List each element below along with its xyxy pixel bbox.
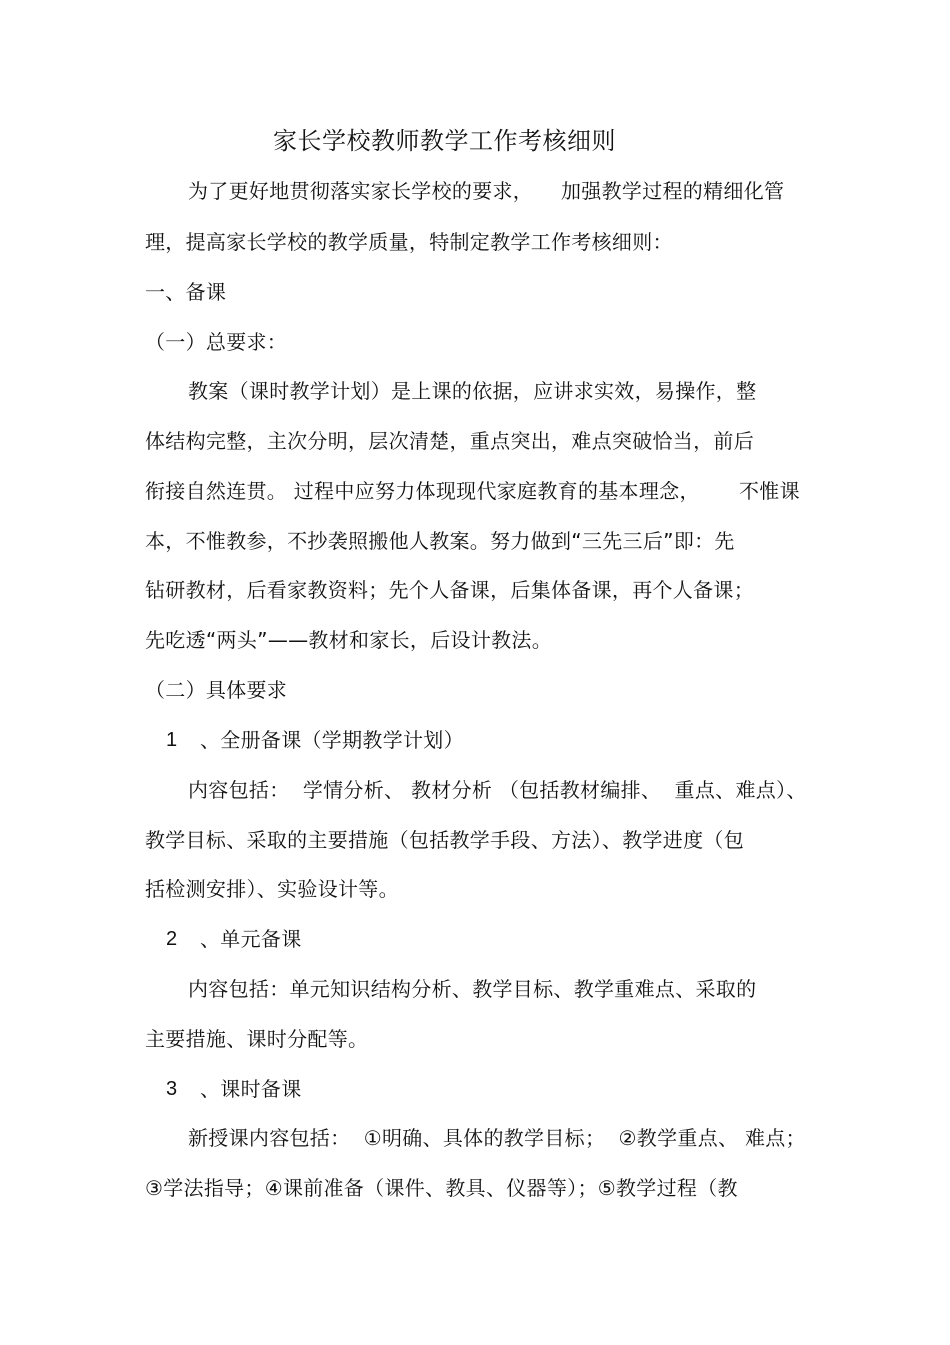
general-paragraph-line-6: 先吃透“两头”——教材和家长，后设计教法。 — [145, 628, 553, 652]
item1-line-1: 内容包括： 学情分析、 教材分析 （包括教材编排、 重点、难点）、 — [188, 778, 807, 802]
item1-line-2: 教学目标、采取的主要措施（包括教学手段、方法）、教学进度（包 — [145, 828, 744, 852]
item-heading-lesson: 、课时备课 — [200, 1077, 302, 1101]
item-number-2: 2 — [166, 928, 178, 950]
general-paragraph-line-1: 教案（课时教学计划）是上课的依据，应讲求实效，易操作，整 — [188, 379, 757, 403]
general-paragraph-line-2: 体结构完整，主次分明，层次清楚，重点突出，难点突破恰当，前后 — [145, 429, 754, 453]
general-paragraph-line-5: 钻研教材，后看家教资料；先个人备课，后集体备课，再个人备课； — [145, 578, 754, 602]
item1-line-3: 括检测安排）、实验设计等。 — [145, 877, 399, 901]
item-number-3: 3 — [166, 1078, 178, 1100]
intro-line-2: 理，提高家长学校的教学质量，特制定教学工作考核细则： — [145, 230, 673, 254]
item-heading-unit: 、单元备课 — [200, 927, 302, 951]
document-title: 家长学校教师教学工作考核细则 — [273, 127, 616, 155]
intro-line-1b: 加强教学过程的精细化管 — [561, 179, 785, 203]
item3-line-1: 新授课内容包括： ①明确、具体的教学目标； ②教学重点、 难点； — [188, 1126, 806, 1150]
item2-line-1: 内容包括：单元知识结构分析、教学目标、教学重难点、采取的 — [188, 977, 757, 1001]
section-heading-preparation: 一、备课 — [145, 280, 227, 304]
general-paragraph-line-3a: 衔接自然连贯。 过程中应努力体现现代家庭教育的基本理念， — [145, 479, 700, 503]
item-heading-full-volume: 、全册备课（学期教学计划） — [200, 728, 464, 752]
subsection-heading-general: （一）总要求： — [145, 330, 288, 354]
general-paragraph-line-3b: 不惟课 — [739, 479, 800, 503]
intro-line-1a: 为了更好地贯彻落实家长学校的要求， — [188, 179, 534, 203]
item3-line-2: ③学法指导；④课前准备（课件、教具、仪器等）；⑤教学过程（教 — [145, 1176, 738, 1200]
general-paragraph-line-4: 本，不惟教参，不抄袭照搬他人教案。努力做到“三先三后”即：先 — [145, 529, 735, 553]
subsection-heading-specific: （二）具体要求 — [145, 678, 288, 702]
item2-line-2: 主要措施、课时分配等。 — [145, 1027, 369, 1051]
item-number-1: 1 — [166, 729, 178, 751]
